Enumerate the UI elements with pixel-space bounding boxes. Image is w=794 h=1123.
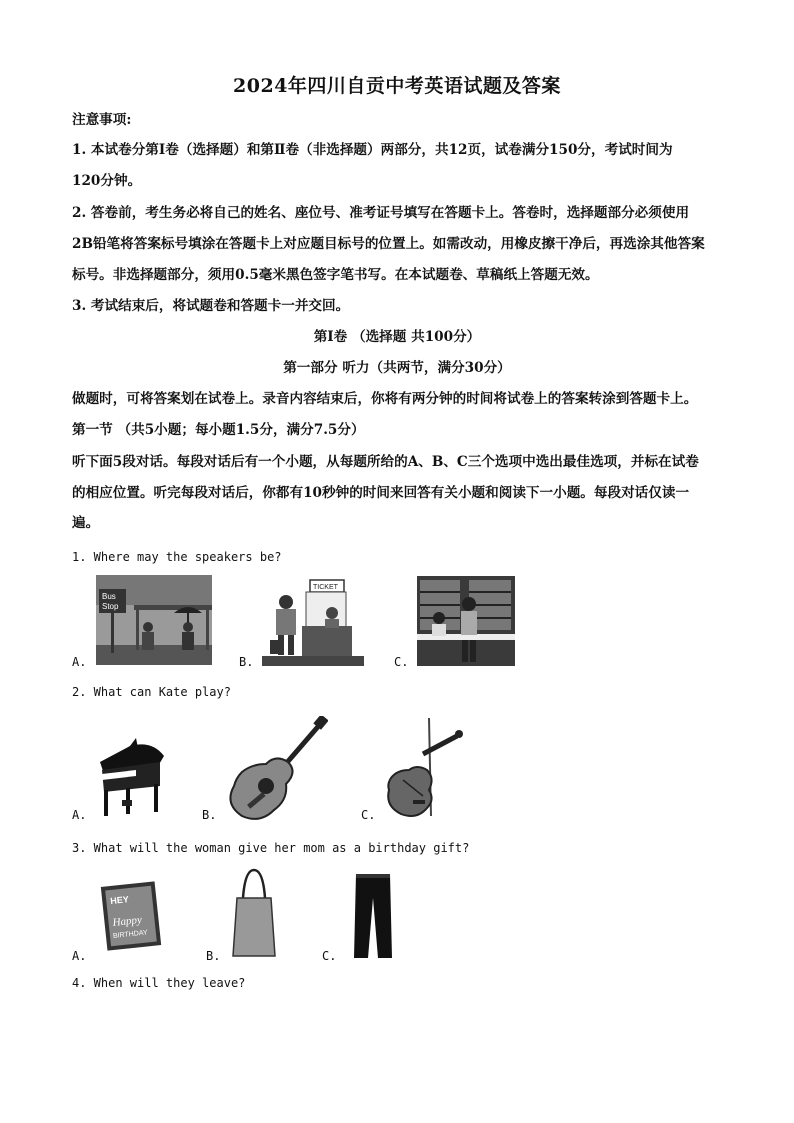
page-title: 2024年四川自贡中考英语试题及答案 <box>233 75 561 97</box>
option-label: A. <box>72 655 87 669</box>
stop-sign-text: Stop <box>102 602 119 611</box>
birthday-card-image <box>98 880 164 952</box>
option-label: A. <box>72 949 87 963</box>
question-3-text: 3. What will the woman give her mom as a birthday gift? <box>72 841 470 855</box>
notice-line: 2. 答卷前，考生务必将自己的姓名、座位号、准考证号填写在答题卡上。答卷时，选择题部分必须使用 <box>72 205 690 221</box>
notice-line: 标号。非选择题部分，须用0.5毫米黑色签字笔书写。在本试题卷、草稿纸上答题无效。 <box>72 267 599 283</box>
question-2-text: 2. What can Kate play? <box>72 685 231 699</box>
option-label: B. <box>239 655 254 669</box>
part-heading: 第一部分 听力（共两节，满分30分） <box>283 360 511 376</box>
section-instruction-line: 听下面5段对话。每段对话后有一个小题，从每题所给的A、B、C三个选项中选出最佳选项，并标在试卷 <box>72 454 699 470</box>
bus-stop-image <box>96 575 212 665</box>
notice-line: 120分钟。 <box>72 173 142 189</box>
violin-image <box>383 716 463 820</box>
card-birthday-text: BIRTHDAY <box>112 929 148 940</box>
option-label: C. <box>322 949 337 963</box>
option-label: A. <box>72 808 87 822</box>
bus-sign-text: Bus <box>102 592 116 601</box>
notice-line: 1. 本试卷分第Ⅰ卷（选择题）和第Ⅱ卷（非选择题）两部分，共12页，试卷满分150分，考试时间为 <box>72 142 673 158</box>
ticket-sign-text: TICKET <box>313 584 338 591</box>
notice-line: 3. 考试结束后，将试题卷和答题卡一并交回。 <box>72 298 350 314</box>
card-happy-text: Happy <box>111 913 143 929</box>
volume-heading: 第Ⅰ卷 （选择题 共100分） <box>313 329 481 345</box>
section-instruction-line: 的相应位置。听完每段对话后，你都有10秒钟的时间来回答有关小题和阅读下一小题。每段对话仅读一 <box>72 485 690 501</box>
trousers-image <box>352 874 394 960</box>
guitar-image <box>224 716 328 822</box>
bag-image <box>231 866 277 960</box>
option-label: C. <box>394 655 409 669</box>
option-label: C. <box>361 808 376 822</box>
notice-line: 2B铅笔将答案标号填涂在答题卡上对应题目标号的位置上。如需改动，用橡皮擦干净后，再选涂其他答案 <box>72 236 705 252</box>
card-hey-text: HEY <box>109 894 130 907</box>
notice-heading: 注意事项: <box>72 112 132 128</box>
part-instruction: 做题时，可将答案划在试卷上。录音内容结束后，你将有两分钟的时间将试卷上的答案转涂到答题卡上。 <box>72 391 698 407</box>
ticket-office-image <box>262 578 364 666</box>
option-label: B. <box>206 949 221 963</box>
library-image <box>417 576 515 666</box>
section-instruction-line: 遍。 <box>72 515 100 531</box>
question-1-text: 1. Where may the speakers be? <box>72 550 282 564</box>
piano-image <box>96 738 168 820</box>
section-heading: 第一节 （共5小题；每小题1.5分，满分7.5分） <box>72 422 365 438</box>
question-4-text: 4. When will they leave? <box>72 976 246 990</box>
option-label: B. <box>202 808 217 822</box>
